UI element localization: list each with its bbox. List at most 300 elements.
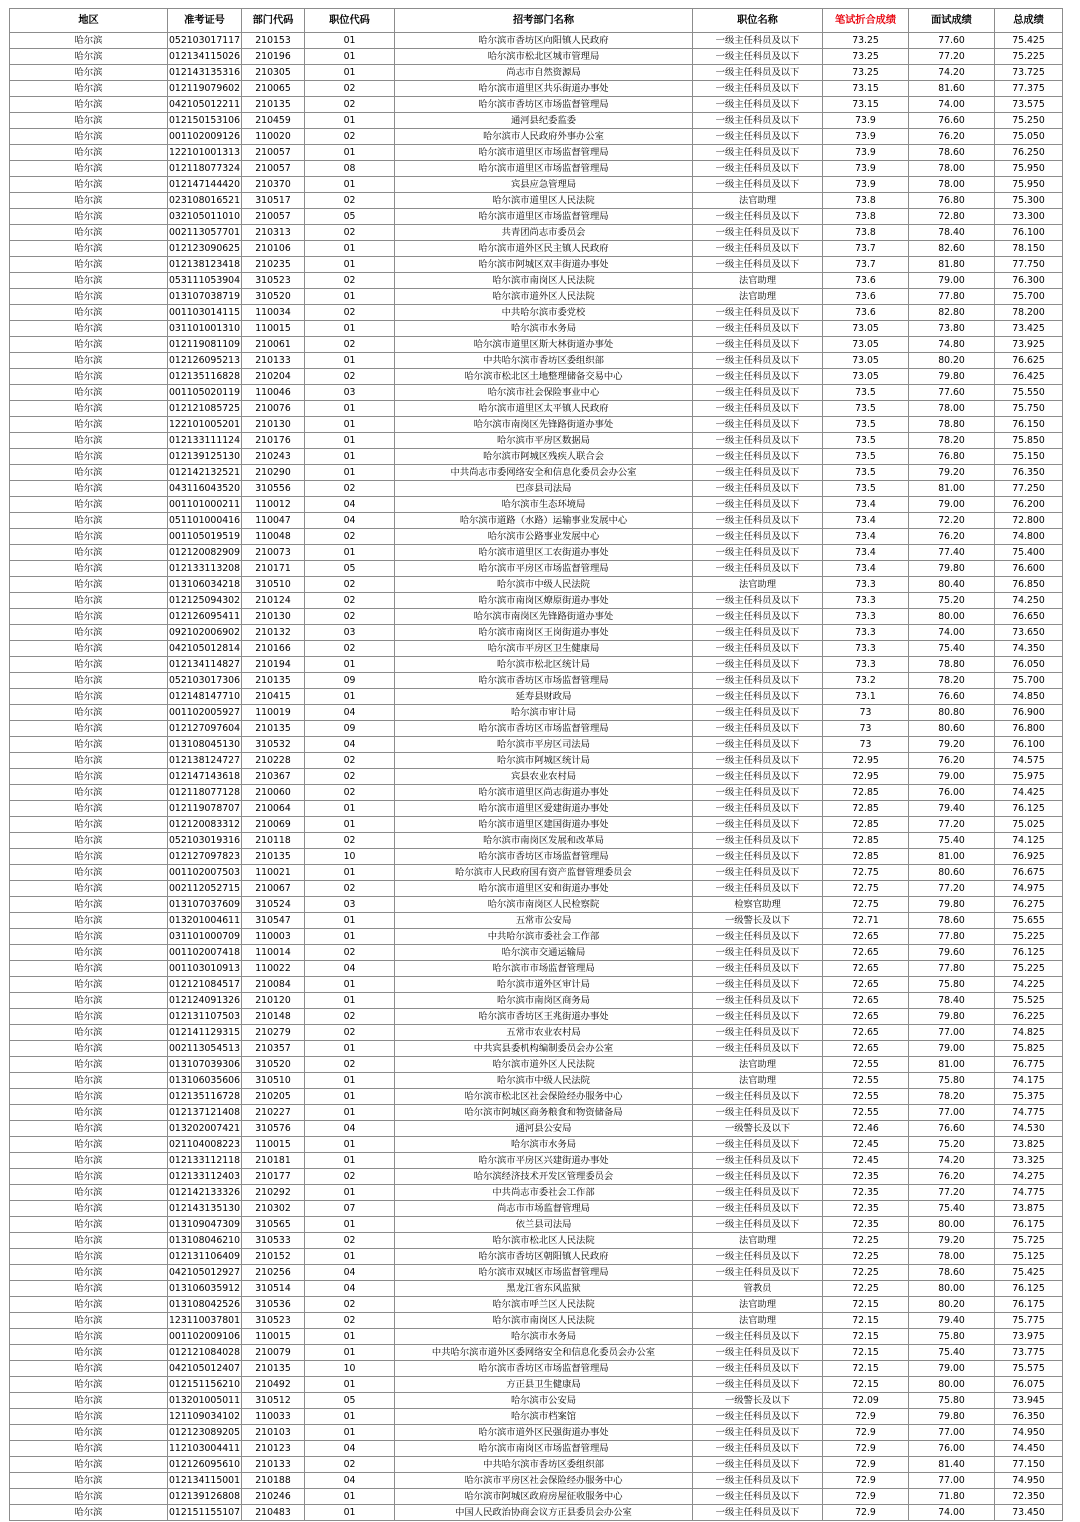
cell-dept-name: 方正县卫生健康局 [395,1377,693,1393]
cell-exam-id: 042105012814 [168,641,242,657]
table-row[interactable] [10,1377,1063,1393]
table-row[interactable] [10,1281,1063,1297]
cell-written-score: 72.9 [823,1473,909,1489]
cell-total-score: 76.300 [995,273,1063,289]
table-row[interactable] [10,273,1063,289]
cell-written-score: 73.5 [823,433,909,449]
cell-dept-code: 210148 [242,1009,305,1025]
cell-position-name: 一级主任科员及以下 [693,49,823,65]
cell-total-score: 76.175 [995,1297,1063,1313]
table-row[interactable] [10,97,1063,113]
cell-total-score: 74.250 [995,593,1063,609]
cell-written-score: 73.4 [823,497,909,513]
cell-dept-name: 共青团尚志市委员会 [395,225,693,241]
cell-dept-name: 哈尔滨市平房区卫生健康局 [395,641,693,657]
cell-dept-name: 中共尚志市委社会工作部 [395,1185,693,1201]
cell-written-score: 73.1 [823,689,909,705]
cell-position-name: 一级主任科员及以下 [693,561,823,577]
header-dept-name[interactable]: 招考部门名称 [395,9,693,33]
table-row[interactable] [10,657,1063,673]
cell-interview-score: 75.80 [909,1329,995,1345]
table-row[interactable] [10,1441,1063,1457]
table-row[interactable] [10,417,1063,433]
cell-position-code: 10 [305,849,395,865]
cell-position-name: 一级主任科员及以下 [693,1041,823,1057]
cell-dept-code: 210124 [242,593,305,609]
table-row[interactable] [10,337,1063,353]
cell-position-code: 01 [305,1217,395,1233]
cell-dept-name: 尚志市自然资源局 [395,65,693,81]
cell-exam-id: 013106035912 [168,1281,242,1297]
cell-written-score: 72.35 [823,1217,909,1233]
cell-dept-code: 110046 [242,385,305,401]
cell-dept-name: 哈尔滨市水务局 [395,321,693,337]
cell-region: 哈尔滨 [10,1281,168,1297]
table-row[interactable] [10,801,1063,817]
table-row[interactable] [10,865,1063,881]
table-row[interactable] [10,1489,1063,1505]
cell-interview-score: 77.00 [909,1425,995,1441]
cell-interview-score: 80.00 [909,609,995,625]
table-row[interactable] [10,33,1063,49]
cell-total-score: 76.675 [995,865,1063,881]
table-row[interactable] [10,1201,1063,1217]
table-body [10,33,1063,1521]
cell-written-score: 73.8 [823,209,909,225]
cell-written-score: 73.2 [823,673,909,689]
cell-region: 哈尔滨 [10,1153,168,1169]
cell-exam-id: 051101000416 [168,513,242,529]
header-position-code[interactable]: 职位代码 [305,9,395,33]
cell-interview-score: 80.20 [909,353,995,369]
cell-dept-code: 210313 [242,225,305,241]
cell-interview-score: 76.20 [909,529,995,545]
cell-dept-name: 哈尔滨市平房区社会保险经办服务中心 [395,1473,693,1489]
cell-dept-name: 哈尔滨市松北区社会保险经办服务中心 [395,1089,693,1105]
cell-dept-code: 210171 [242,561,305,577]
cell-position-name: 一级主任科员及以下 [693,33,823,49]
cell-position-name: 一级主任科员及以下 [693,241,823,257]
table-row[interactable] [10,257,1063,273]
cell-position-code: 02 [305,769,395,785]
cell-region: 哈尔滨 [10,753,168,769]
cell-position-code: 03 [305,385,395,401]
cell-written-score: 72.65 [823,945,909,961]
table-row[interactable] [10,1233,1063,1249]
cell-dept-name: 依兰县司法局 [395,1217,693,1233]
header-exam-id[interactable]: 准考证号 [168,9,242,33]
cell-position-name: 一级主任科员及以下 [693,529,823,545]
cell-written-score: 73.25 [823,65,909,81]
cell-position-code: 02 [305,1009,395,1025]
cell-interview-score: 80.00 [909,1377,995,1393]
cell-total-score: 75.775 [995,1313,1063,1329]
cell-exam-id: 001103010913 [168,961,242,977]
table-row[interactable] [10,1409,1063,1425]
cell-dept-code: 210357 [242,1041,305,1057]
cell-region: 哈尔滨 [10,113,168,129]
cell-dept-code: 110012 [242,497,305,513]
table-row[interactable] [10,1089,1063,1105]
table-row[interactable] [10,1345,1063,1361]
cell-total-score: 75.225 [995,929,1063,945]
cell-dept-name: 哈尔滨市水务局 [395,1329,693,1345]
cell-interview-score: 75.20 [909,593,995,609]
header-written-score[interactable]: 笔试折合成绩 [823,9,909,33]
table-row[interactable] [10,321,1063,337]
table-row[interactable] [10,737,1063,753]
cell-position-code: 01 [305,289,395,305]
header-interview-score[interactable]: 面试成绩 [909,9,995,33]
cell-position-code: 01 [305,1137,395,1153]
cell-dept-code: 210135 [242,97,305,113]
cell-region: 哈尔滨 [10,417,168,433]
table-row[interactable] [10,593,1063,609]
table-row[interactable] [10,81,1063,97]
cell-dept-code: 210177 [242,1169,305,1185]
table-row[interactable] [10,769,1063,785]
cell-interview-score: 78.60 [909,1265,995,1281]
table-row[interactable] [10,1473,1063,1489]
table-row[interactable] [10,961,1063,977]
cell-interview-score: 74.20 [909,65,995,81]
table-row[interactable] [10,385,1063,401]
cell-dept-code: 310556 [242,481,305,497]
table-row[interactable] [10,673,1063,689]
table-row[interactable] [10,225,1063,241]
cell-position-code: 01 [305,257,395,273]
table-row[interactable] [10,1169,1063,1185]
table-row[interactable] [10,705,1063,721]
table-row[interactable] [10,1313,1063,1329]
cell-position-code: 04 [305,1265,395,1281]
cell-exam-id: 023108016521 [168,193,242,209]
cell-dept-name: 哈尔滨市道里区爱建街道办事处 [395,801,693,817]
table-row[interactable] [10,577,1063,593]
cell-position-code: 01 [305,1153,395,1169]
cell-dept-code: 210227 [242,1105,305,1121]
cell-position-name: 法官助理 [693,577,823,593]
table-row[interactable] [10,561,1063,577]
cell-position-name: 一级主任科员及以下 [693,1377,823,1393]
table-row[interactable] [10,1393,1063,1409]
cell-position-code: 01 [305,1345,395,1361]
cell-region: 哈尔滨 [10,897,168,913]
table-row[interactable] [10,721,1063,737]
cell-position-name: 一级主任科员及以下 [693,353,823,369]
cell-exam-id: 012135116728 [168,1089,242,1105]
cell-dept-name: 哈尔滨市公路事业发展中心 [395,529,693,545]
cell-interview-score: 78.20 [909,1089,995,1105]
table-row[interactable] [10,1249,1063,1265]
cell-exam-id: 052103019316 [168,833,242,849]
cell-position-code: 01 [305,1377,395,1393]
table-row[interactable] [10,161,1063,177]
cell-interview-score: 77.80 [909,961,995,977]
cell-written-score: 72.15 [823,1361,909,1377]
cell-region: 哈尔滨 [10,673,168,689]
cell-total-score: 76.075 [995,1377,1063,1393]
cell-position-name: 一级主任科员及以下 [693,753,823,769]
cell-dept-name: 宾县农业农村局 [395,769,693,785]
cell-dept-name: 哈尔滨市香坊区市场监督管理局 [395,673,693,689]
table-row[interactable] [10,993,1063,1009]
cell-interview-score: 81.00 [909,849,995,865]
table-row[interactable] [10,1265,1063,1281]
cell-dept-code: 210279 [242,1025,305,1041]
table-row[interactable] [10,177,1063,193]
cell-exam-id: 013106035606 [168,1073,242,1089]
cell-dept-name: 哈尔滨市南岗区王岗街道办事处 [395,625,693,641]
table-row[interactable] [10,1073,1063,1089]
table-row[interactable] [10,129,1063,145]
cell-region: 哈尔滨 [10,1089,168,1105]
cell-region: 哈尔滨 [10,241,168,257]
table-row[interactable] [10,465,1063,481]
cell-interview-score: 78.60 [909,913,995,929]
cell-position-name: 一级主任科员及以下 [693,641,823,657]
cell-written-score: 72.65 [823,1025,909,1041]
table-row[interactable] [10,65,1063,81]
cell-dept-code: 210130 [242,609,305,625]
table-row[interactable] [10,1057,1063,1073]
cell-dept-code: 210061 [242,337,305,353]
table-row[interactable] [10,353,1063,369]
cell-position-name: 一级主任科员及以下 [693,1185,823,1201]
cell-total-score: 75.250 [995,113,1063,129]
table-row[interactable] [10,369,1063,385]
cell-region: 哈尔滨 [10,1329,168,1345]
cell-region: 哈尔滨 [10,913,168,929]
cell-total-score: 76.650 [995,609,1063,625]
table-row[interactable] [10,977,1063,993]
table-row[interactable] [10,1153,1063,1169]
cell-exam-id: 012119078707 [168,801,242,817]
cell-region: 哈尔滨 [10,97,168,113]
table-row[interactable] [10,113,1063,129]
table-row[interactable] [10,609,1063,625]
table-row[interactable] [10,193,1063,209]
cell-dept-name: 哈尔滨市香坊区市场监督管理局 [395,1361,693,1377]
cell-exam-id: 012142132521 [168,465,242,481]
cell-interview-score: 79.20 [909,465,995,481]
cell-dept-name: 哈尔滨市市场监督管理局 [395,961,693,977]
table-row[interactable] [10,881,1063,897]
cell-position-name: 一级主任科员及以下 [693,1489,823,1505]
cell-dept-name: 哈尔滨市阿城区政府房屋征收服务中心 [395,1489,693,1505]
table-row[interactable] [10,497,1063,513]
cell-dept-name: 哈尔滨市平房区数据局 [395,433,693,449]
cell-exam-id: 013106034218 [168,577,242,593]
cell-dept-name: 哈尔滨市道外区民主镇人民政府 [395,241,693,257]
cell-dept-name: 哈尔滨市香坊区市场监督管理局 [395,97,693,113]
cell-position-code: 02 [305,1169,395,1185]
cell-exam-id: 012139125130 [168,449,242,465]
table-row[interactable] [10,1297,1063,1313]
table-row[interactable] [10,241,1063,257]
cell-region: 哈尔滨 [10,1249,168,1265]
table-row[interactable] [10,689,1063,705]
cell-total-score: 74.850 [995,689,1063,705]
cell-dept-code: 210103 [242,1425,305,1441]
cell-region: 哈尔滨 [10,1313,168,1329]
cell-exam-id: 012147143618 [168,769,242,785]
cell-dept-name: 哈尔滨市南岗区燎原街道办事处 [395,593,693,609]
cell-position-name: 一级主任科员及以下 [693,177,823,193]
table-row[interactable] [10,545,1063,561]
cell-dept-code: 210459 [242,113,305,129]
cell-position-code: 01 [305,321,395,337]
cell-position-code: 01 [305,1329,395,1345]
table-row[interactable] [10,145,1063,161]
cell-position-name: 一级主任科员及以下 [693,657,823,673]
table-row[interactable] [10,849,1063,865]
cell-position-code: 02 [305,1297,395,1313]
cell-interview-score: 81.80 [909,257,995,273]
cell-total-score: 76.225 [995,1009,1063,1025]
table-row[interactable] [10,1361,1063,1377]
cell-position-name: 一级主任科员及以下 [693,337,823,353]
cell-region: 哈尔滨 [10,1041,168,1057]
table-row[interactable] [10,481,1063,497]
cell-interview-score: 76.20 [909,753,995,769]
table-row[interactable] [10,945,1063,961]
cell-written-score: 72.15 [823,1377,909,1393]
cell-written-score: 73.5 [823,481,909,497]
cell-position-name: 一级主任科员及以下 [693,721,823,737]
cell-exam-id: 012121085725 [168,401,242,417]
cell-dept-code: 210123 [242,1441,305,1457]
cell-total-score: 75.950 [995,177,1063,193]
cell-region: 哈尔滨 [10,1489,168,1505]
table-row[interactable] [10,1217,1063,1233]
table-row[interactable] [10,641,1063,657]
cell-total-score: 73.450 [995,1505,1063,1521]
header-total-score[interactable]: 总成绩 [995,9,1063,33]
table-row[interactable] [10,513,1063,529]
cell-region: 哈尔滨 [10,737,168,753]
cell-exam-id: 012133112403 [168,1169,242,1185]
cell-dept-name: 中共哈尔滨市香坊区委组织部 [395,353,693,369]
cell-total-score: 75.655 [995,913,1063,929]
cell-exam-id: 013202007421 [168,1121,242,1137]
cell-dept-name: 哈尔滨市道外区民强街道办事处 [395,1425,693,1441]
cell-total-score: 76.150 [995,417,1063,433]
cell-total-score: 76.350 [995,1409,1063,1425]
cell-position-code: 01 [305,113,395,129]
cell-position-name: 法官助理 [693,1297,823,1313]
cell-position-code: 01 [305,817,395,833]
cell-interview-score: 81.40 [909,1457,995,1473]
cell-position-code: 02 [305,1025,395,1041]
cell-dept-code: 210130 [242,417,305,433]
cell-position-code: 01 [305,1425,395,1441]
cell-region: 哈尔滨 [10,1409,168,1425]
cell-exam-id: 012134114827 [168,657,242,673]
cell-position-name: 一级主任科员及以下 [693,673,823,689]
table-row[interactable] [10,929,1063,945]
cell-region: 哈尔滨 [10,65,168,81]
cell-interview-score: 79.20 [909,737,995,753]
cell-exam-id: 012119081109 [168,337,242,353]
cell-written-score: 73.8 [823,193,909,209]
cell-dept-code: 210120 [242,993,305,1009]
table-row[interactable] [10,897,1063,913]
cell-region: 哈尔滨 [10,481,168,497]
cell-total-score: 75.850 [995,433,1063,449]
cell-dept-code: 210290 [242,465,305,481]
table-row[interactable] [10,1457,1063,1473]
table-row[interactable] [10,1041,1063,1057]
table-row[interactable] [10,625,1063,641]
cell-written-score: 72.45 [823,1153,909,1169]
cell-dept-code: 210204 [242,369,305,385]
table-row[interactable] [10,433,1063,449]
cell-written-score: 72.9 [823,1425,909,1441]
cell-region: 哈尔滨 [10,801,168,817]
table-row[interactable] [10,1009,1063,1025]
cell-dept-code: 210132 [242,625,305,641]
cell-exam-id: 012126095610 [168,1457,242,1473]
cell-position-code: 02 [305,273,395,289]
cell-written-score: 73 [823,705,909,721]
table-row[interactable] [10,817,1063,833]
cell-written-score: 73.5 [823,449,909,465]
cell-interview-score: 80.60 [909,721,995,737]
table-row[interactable] [10,1329,1063,1345]
table-row[interactable] [10,49,1063,65]
header-position-name[interactable]: 职位名称 [693,9,823,33]
cell-position-code: 05 [305,209,395,225]
cell-exam-id: 012142133326 [168,1185,242,1201]
table-row[interactable] [10,289,1063,305]
table-row[interactable] [10,1025,1063,1041]
table-row[interactable] [10,209,1063,225]
cell-total-score: 75.750 [995,401,1063,417]
cell-written-score: 73.3 [823,593,909,609]
table-row[interactable] [10,1105,1063,1121]
cell-interview-score: 81.60 [909,81,995,97]
cell-interview-score: 80.80 [909,705,995,721]
cell-written-score: 72.75 [823,865,909,881]
cell-position-name: 一级主任科员及以下 [693,433,823,449]
table-row[interactable] [10,529,1063,545]
cell-interview-score: 77.00 [909,1025,995,1041]
cell-total-score: 73.650 [995,625,1063,641]
table-row[interactable] [10,913,1063,929]
table-row[interactable] [10,785,1063,801]
cell-dept-code: 210073 [242,545,305,561]
cell-exam-id: 012151155107 [168,1505,242,1521]
cell-interview-score: 72.80 [909,209,995,225]
table-row[interactable] [10,753,1063,769]
table-row[interactable] [10,449,1063,465]
table-row[interactable] [10,833,1063,849]
cell-position-name: 一级主任科员及以下 [693,609,823,625]
cell-region: 哈尔滨 [10,305,168,321]
header-region[interactable]: 地区 [10,9,168,33]
table-row[interactable] [10,1121,1063,1137]
table-row[interactable] [10,305,1063,321]
cell-total-score: 73.775 [995,1345,1063,1361]
table-row[interactable] [10,401,1063,417]
table-row[interactable] [10,1137,1063,1153]
table-row[interactable] [10,1425,1063,1441]
cell-region: 哈尔滨 [10,817,168,833]
header-dept-code[interactable]: 部门代码 [242,9,305,33]
table-row[interactable] [10,1185,1063,1201]
table-row[interactable] [10,1505,1063,1521]
